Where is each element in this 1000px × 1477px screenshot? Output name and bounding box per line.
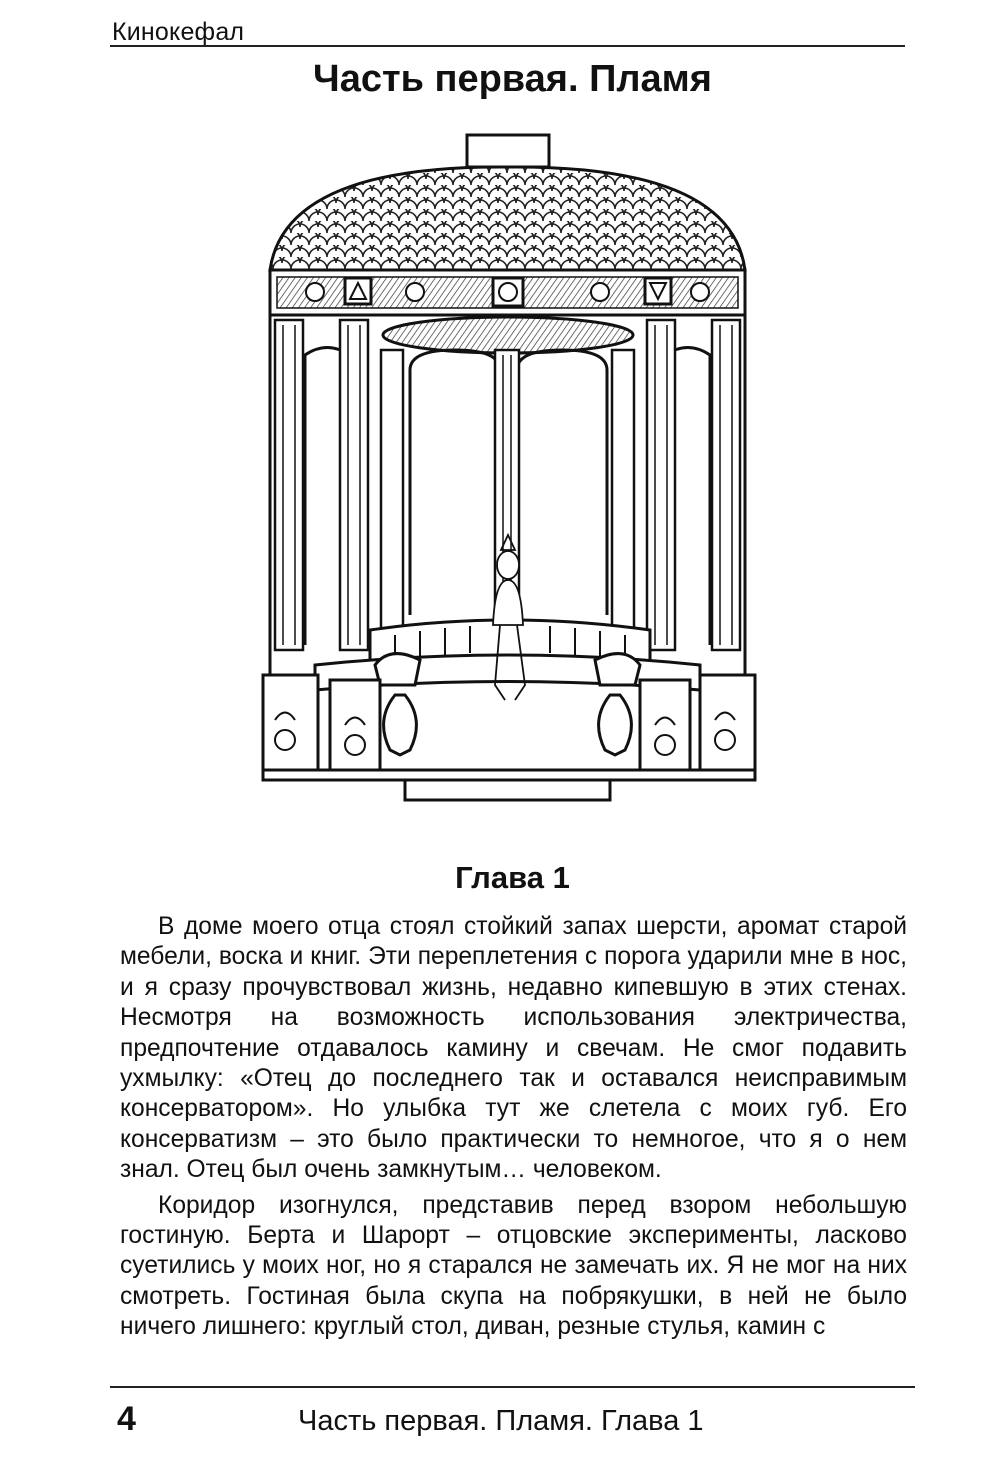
part-title: Часть первая. Пламя — [313, 58, 712, 100]
paragraph: Коридор изогнулся, представив перед взором небольшую гостиную. Берта и Шарорт – отцовские эксперименты, ласково суетились у моих ног, но я старался не замечать их. Я не мог на них смотреть. Гостиная была скупа на побрякушки, в ней не было ничего лишнего: круглый стол, диван, резные стулья, камин с — [120, 1191, 907, 1341]
body-text — [120, 912, 907, 1348]
chapter-title: Глава 1 — [455, 860, 570, 895]
running-header: Кинокефал — [112, 18, 245, 46]
paragraph: В доме моего отца стоял стойкий запах шерсти, аромат старой мебели, воска и книг. Эти переплетения с порога ударили мне в нос, и я сразу прочувствовал жизнь, недавно кипевшую в этих стенах. Несмотря на возможность использования электричества, предпочтение отдавалось камину и свечам. Не смог подавить ухмылку: «Отец до последнего так и оставался неисправимым консерватором». Но улыбка тут же слетела с моих губ. Его консерватизм – это было практически то немногое, что я о нем знал. Отец был очень замкнутым… человеком. — [120, 913, 907, 1184]
header-rule — [110, 45, 905, 47]
running-footer: Часть первая. Пламя. Глава 1 — [298, 1405, 704, 1437]
page-number: 4 — [117, 1400, 136, 1438]
rotunda-pavilion-icon — [255, 125, 760, 820]
footer-rule — [110, 1386, 915, 1388]
